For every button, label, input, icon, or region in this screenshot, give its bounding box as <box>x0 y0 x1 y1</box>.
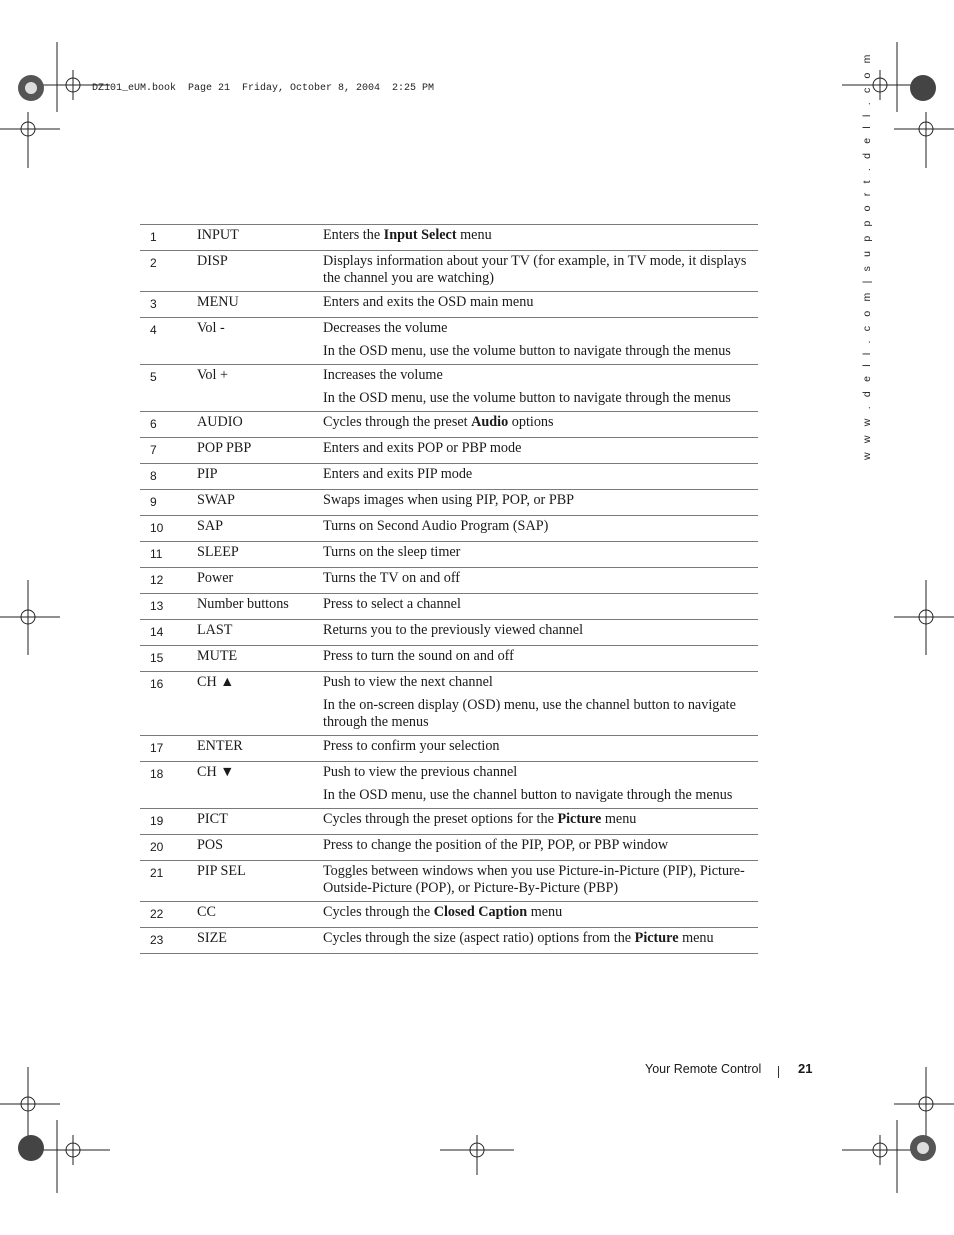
row-number: 9 <box>140 490 197 516</box>
description-text: menu <box>678 930 714 946</box>
description-text: Cycles through the preset options for the <box>323 811 558 827</box>
book-header-line: DZ101_eUM.book Page 21 Friday, October 8, 2004 2:25 PM <box>92 83 435 94</box>
side-url-text: w w w . d e l l . c o m | s u p p o r t . d e l l . c o m <box>861 51 873 460</box>
description-text: Enters and exits PIP mode <box>323 466 473 482</box>
description-text: Press to select a channel <box>323 596 461 612</box>
row-number: 7 <box>140 438 197 464</box>
row-number: 13 <box>140 594 197 620</box>
button-name: PIP <box>197 464 323 490</box>
description-text: options <box>508 414 554 430</box>
description-text: Press to change the position of the PIP, POP, or PBP window <box>323 837 669 853</box>
button-name: Number buttons <box>197 594 323 620</box>
description-text: Turns on the sleep timer <box>323 544 461 560</box>
description-text: Turns the TV on and off <box>323 570 461 586</box>
description-text: In the OSD menu, use the volume button to navigate through the menus <box>323 390 731 406</box>
button-name: SLEEP <box>197 542 323 568</box>
description-bold-term: Audio <box>471 414 509 430</box>
button-name: ENTER <box>197 736 323 762</box>
row-number: 18 <box>140 762 197 809</box>
description-bold-term: Closed Caption <box>433 904 528 920</box>
button-name: POP PBP <box>197 438 323 464</box>
row-number: 5 <box>140 365 197 412</box>
button-name: Vol + <box>197 365 323 412</box>
button-name: CH ▲ <box>197 672 323 736</box>
button-name: CH ▼ <box>197 762 323 809</box>
row-number: 14 <box>140 620 197 646</box>
description-text: Enters the <box>323 227 384 243</box>
row-number: 8 <box>140 464 197 490</box>
description-text: Cycles through the size (aspect ratio) options from the <box>323 930 635 946</box>
row-number: 19 <box>140 809 197 835</box>
row-number: 21 <box>140 861 197 902</box>
description-bold-term: Picture <box>634 930 679 946</box>
description-text: Cycles through the <box>323 904 434 920</box>
description-text: Increases the volume <box>323 367 443 383</box>
row-number: 15 <box>140 646 197 672</box>
row-number: 1 <box>140 225 197 251</box>
description-text: Push to view the previous channel <box>323 764 518 780</box>
button-name: LAST <box>197 620 323 646</box>
description-text: Swaps images when using PIP, POP, or PBP <box>323 492 575 508</box>
row-number: 11 <box>140 542 197 568</box>
row-number: 17 <box>140 736 197 762</box>
row-number: 2 <box>140 251 197 292</box>
button-name: CC <box>197 902 323 928</box>
button-name: MUTE <box>197 646 323 672</box>
description-text: menu <box>601 811 637 827</box>
row-number: 10 <box>140 516 197 542</box>
page-number: 21 <box>798 1061 813 1076</box>
row-number: 20 <box>140 835 197 861</box>
row-number: 12 <box>140 568 197 594</box>
description-text: menu <box>527 904 563 920</box>
description-text: In the OSD menu, use the channel button to navigate through the menus <box>323 787 733 803</box>
button-name: Vol - <box>197 318 323 365</box>
description-text: Decreases the volume <box>323 320 448 336</box>
description-text: Displays information about your TV (for example, in TV mode, it displays the channel you are watching) <box>323 253 747 286</box>
description-text: Press to turn the sound on and off <box>323 648 514 664</box>
row-number: 4 <box>140 318 197 365</box>
description-text: Push to view the next channel <box>323 674 493 690</box>
button-name: SWAP <box>197 490 323 516</box>
footer-section-title: Your Remote Control <box>645 1062 762 1076</box>
description-bold-term: Input Select <box>383 227 457 243</box>
button-name: PIP SEL <box>197 861 323 902</box>
description-bold-term: Picture <box>557 811 602 827</box>
button-name: SAP <box>197 516 323 542</box>
description-text: Returns you to the previously viewed channel <box>323 622 584 638</box>
button-name: PICT <box>197 809 323 835</box>
button-name: Power <box>197 568 323 594</box>
row-number: 3 <box>140 292 197 318</box>
description-text: Enters and exits POP or PBP mode <box>323 440 522 456</box>
button-name: INPUT <box>197 225 323 251</box>
description-text: Cycles through the preset <box>323 414 472 430</box>
button-name: AUDIO <box>197 412 323 438</box>
description-text: menu <box>456 227 492 243</box>
description-text: Enters and exits the OSD main menu <box>323 294 534 310</box>
button-name: DISP <box>197 251 323 292</box>
button-name: MENU <box>197 292 323 318</box>
button-name: POS <box>197 835 323 861</box>
description-text: In the OSD menu, use the volume button to navigate through the menus <box>323 343 731 359</box>
row-number: 16 <box>140 672 197 736</box>
button-name: SIZE <box>197 928 323 954</box>
row-number: 22 <box>140 902 197 928</box>
row-number: 6 <box>140 412 197 438</box>
description-text: Toggles between windows when you use Picture-in-Picture (PIP), Picture-Outside-Picture (POP), or Picture-By-Picture (PBP) <box>323 863 745 896</box>
description-text: Turns on Second Audio Program (SAP) <box>323 518 549 534</box>
description-text: Press to confirm your selection <box>323 738 500 754</box>
row-number: 23 <box>140 928 197 954</box>
description-text: In the on-screen display (OSD) menu, use the channel button to navigate through the menus <box>323 697 736 730</box>
